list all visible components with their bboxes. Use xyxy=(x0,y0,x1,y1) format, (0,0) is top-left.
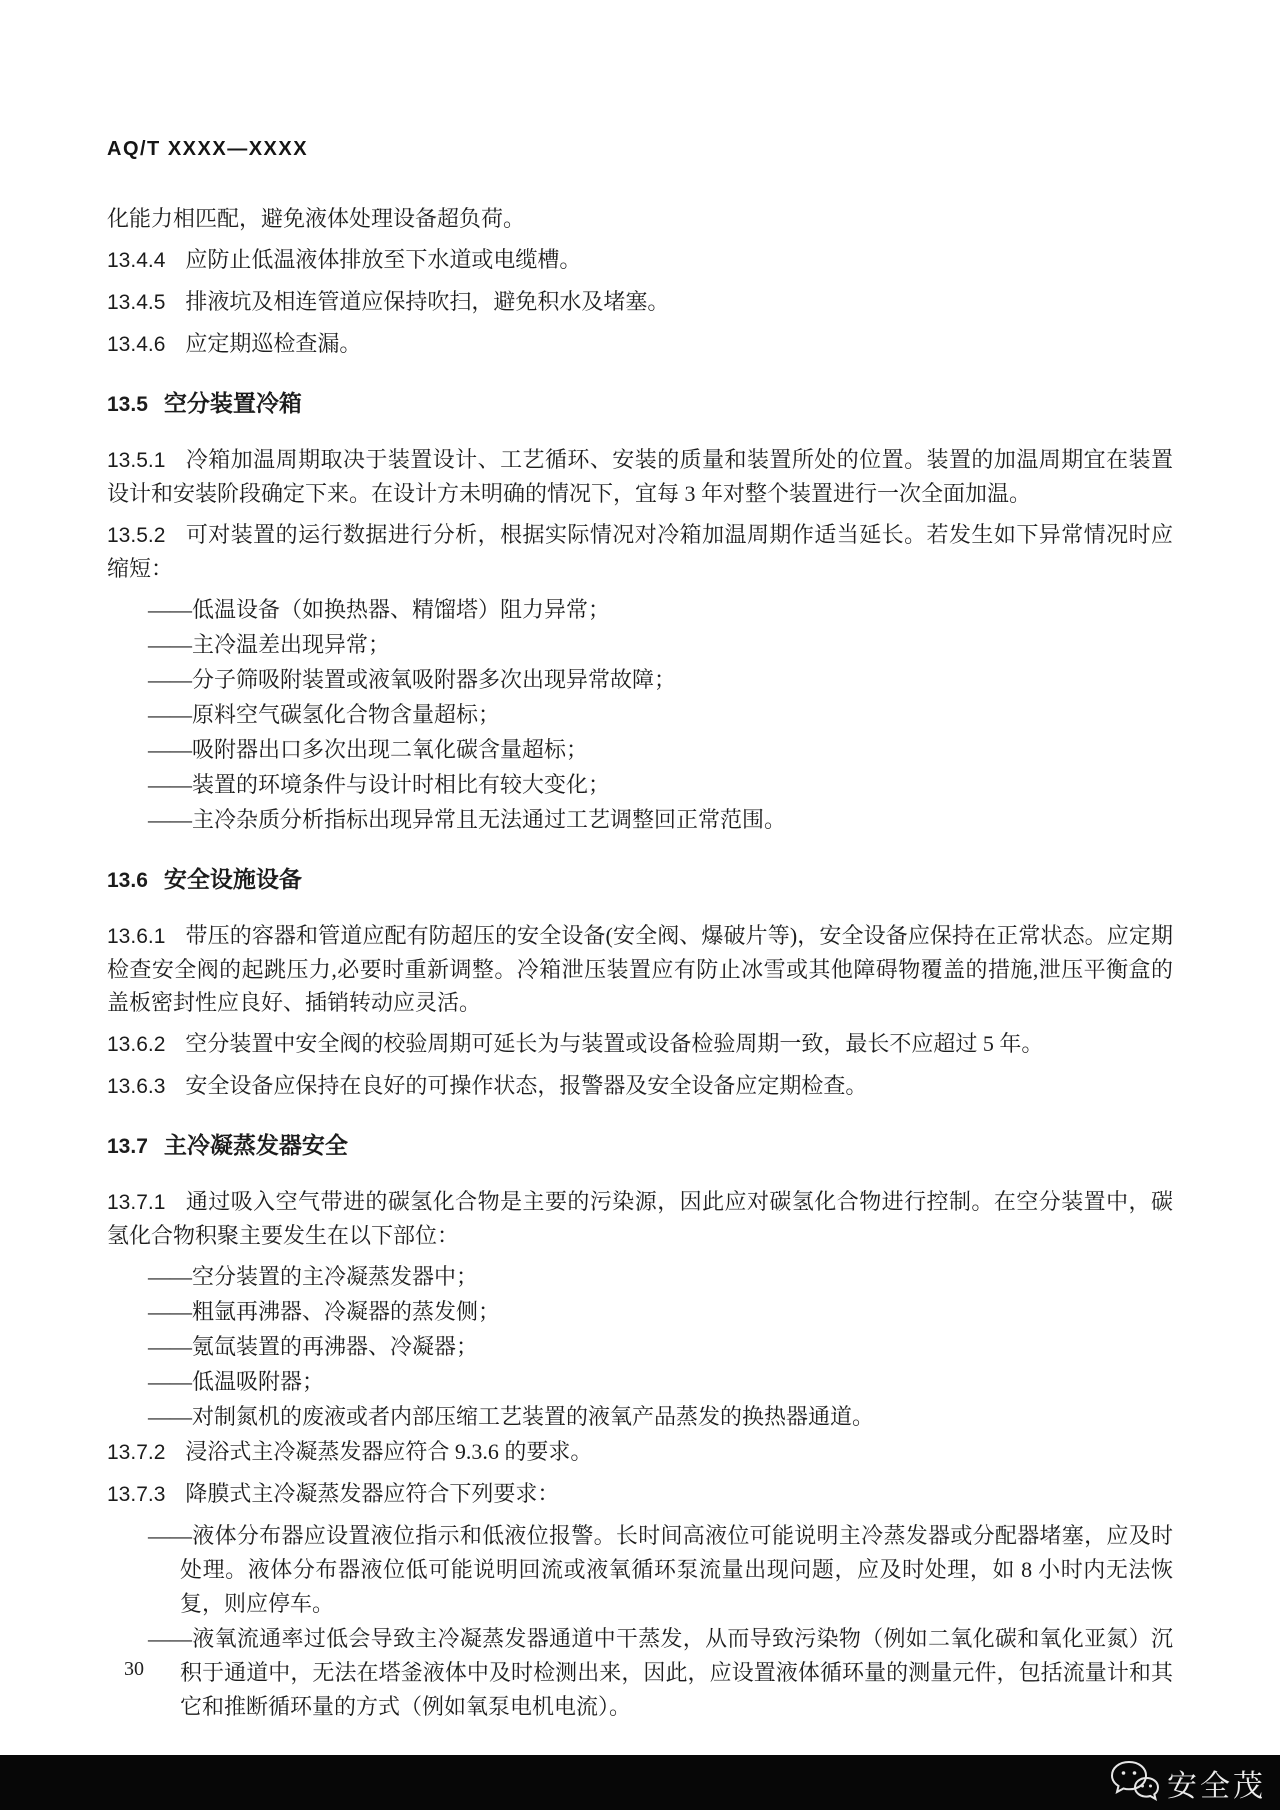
clause-number: 13.4.5 xyxy=(107,291,166,314)
clause-text: 应定期巡检查漏。 xyxy=(185,331,362,356)
clause-text: 可对装置的运行数据进行分析，根据实际情况对冷箱加温周期作适当延长。若发生如下异常情况时应缩短： xyxy=(107,522,1173,581)
dash-list-item xyxy=(107,1295,1173,1329)
clause-paragraph xyxy=(107,1477,1173,1511)
dash-list-item xyxy=(107,698,1173,732)
dash-list-item xyxy=(107,1260,1173,1294)
dash-list-item xyxy=(107,1365,1173,1399)
brand-logo xyxy=(1109,1759,1266,1806)
dash-list-item xyxy=(107,1622,1173,1724)
clause-text: 应防止低温液体排放至下水道或电缆槽。 xyxy=(185,247,582,272)
dash-list-item xyxy=(107,1519,1173,1621)
clause-text: 安全设施设备 xyxy=(163,866,302,892)
section-heading xyxy=(107,387,1173,421)
clause-text: ——主冷杂质分析指标出现异常且无法通过工艺调整回正常范围。 xyxy=(148,807,787,832)
doc-code: AQ/T XXXX—XXXX xyxy=(107,138,309,160)
clause-number: 13.7.1 xyxy=(107,1191,166,1214)
clause-number: 13.5.2 xyxy=(107,524,166,547)
clause-number: 13.5.1 xyxy=(107,449,166,472)
clause-text: ——低温吸附器； xyxy=(148,1369,325,1394)
dash-list-item xyxy=(107,803,1173,837)
clause-text: ——主冷温差出现异常； xyxy=(148,632,391,657)
clause-number: 13.6.2 xyxy=(107,1033,166,1056)
dash-list-item xyxy=(107,628,1173,662)
clause-text: 通过吸入空气带进的碳氢化合物是主要的污染源，因此应对碳氢化合物进行控制。在空分装置中，碳氢化合物积聚主要发生在以下部位： xyxy=(107,1189,1173,1248)
dash-list-item xyxy=(107,593,1173,627)
clause-paragraph xyxy=(107,919,1173,1019)
clause-paragraph xyxy=(107,243,1173,277)
clause-number: 13.5 xyxy=(107,393,148,416)
clause-number: 13.6 xyxy=(107,869,148,892)
dash-list-item xyxy=(107,663,1173,697)
clause-text: 排液坑及相连管道应保持吹扫，避免积水及堵塞。 xyxy=(185,289,670,314)
clause-paragraph xyxy=(107,285,1173,319)
clause-text: 浸浴式主冷凝蒸发器应符合 9.3.6 的要求。 xyxy=(185,1439,593,1464)
clause-text: ——分子筛吸附装置或液氧吸附器多次出现异常故障； xyxy=(148,667,677,692)
clause-text: 带压的容器和管道应配有防超压的安全设备(安全阀、爆破片等)，安全设备应保持在正常状态。应定期检查安全阀的起跳压力,必要时重新调整。冷箱泄压装置应有防止冰雪或其他障碍物覆盖的措施,泄压平衡盒的盖板密封性应良好、插销转动应灵活。 xyxy=(107,923,1173,1015)
clause-text: ——装置的环境条件与设计时相比有较大变化； xyxy=(148,772,611,797)
clause-text: ——粗氩再沸器、冷凝器的蒸发侧； xyxy=(148,1299,501,1324)
clause-text: ——原料空气碳氢化合物含量超标； xyxy=(148,702,501,727)
clause-number: 13.7 xyxy=(107,1135,148,1158)
section-heading xyxy=(107,863,1173,897)
clause-text: 降膜式主冷凝蒸发器应符合下列要求： xyxy=(185,1481,560,1506)
clause-text: ——对制氮机的废液或者内部压缩工艺装置的液氧产品蒸发的换热器通道。 xyxy=(148,1404,875,1429)
clause-text: 空分装置冷箱 xyxy=(163,390,302,416)
clause-paragraph xyxy=(107,1185,1173,1252)
document-body xyxy=(107,202,1173,1725)
clause-text: 安全设备应保持在良好的可操作状态，报警器及安全设备应定期检查。 xyxy=(185,1073,868,1098)
clause-paragraph xyxy=(107,1027,1173,1061)
clause-text: 化能力相匹配，避免液体处理设备超负荷。 xyxy=(107,206,526,231)
footer-bar xyxy=(0,1755,1280,1810)
clause-text: ——空分装置的主冷凝蒸发器中； xyxy=(148,1264,479,1289)
clause-number: 13.4.4 xyxy=(107,249,166,272)
clause-text: ——吸附器出口多次出现二氧化碳含量超标； xyxy=(148,737,589,762)
clause-number: 13.7.2 xyxy=(107,1441,166,1464)
clause-text: 主冷凝蒸发器安全 xyxy=(163,1132,348,1158)
dash-list-item xyxy=(107,733,1173,767)
wechat-icon xyxy=(1109,1759,1159,1806)
clause-paragraph xyxy=(107,1069,1173,1103)
dash-list-item xyxy=(107,1330,1173,1364)
clause-paragraph xyxy=(107,518,1173,585)
clause-number: 13.7.3 xyxy=(107,1483,166,1506)
dash-list-item xyxy=(107,1400,1173,1434)
clause-text: 空分装置中安全阀的校验周期可延长为与装置或设备检验周期一致，最长不应超过 5 年。 xyxy=(185,1031,1044,1056)
clause-paragraph xyxy=(107,327,1173,361)
clause-text: ——氪氙装置的再沸器、冷凝器； xyxy=(148,1334,479,1359)
clause-text: ——液体分布器应设置液位指示和低液位报警。长时间高液位可能说明主冷蒸发器或分配器堵塞，应及时处理。液体分布器液位低可能说明回流或液氧循环泵流量出现问题，应及时处理，如 8 小时内无法恢复，则应停车。 xyxy=(148,1523,1173,1616)
paragraph xyxy=(107,202,1173,235)
dash-list-item xyxy=(107,768,1173,802)
clause-paragraph xyxy=(107,1435,1173,1469)
brand-name: 安全茂 xyxy=(1167,1769,1266,1803)
clause-number: 13.4.6 xyxy=(107,333,166,356)
clause-number: 13.6.3 xyxy=(107,1075,166,1098)
clause-number: 13.6.1 xyxy=(107,925,166,948)
clause-text: ——低温设备（如换热器、精馏塔）阻力异常； xyxy=(148,597,611,622)
clause-paragraph xyxy=(107,443,1173,510)
clause-text: 冷箱加温周期取决于装置设计、工艺循环、安装的质量和装置所处的位置。装置的加温周期宜在装置设计和安装阶段确定下来。在设计方未明确的情况下，宜每 3 年对整个装置进行一次全面加温。 xyxy=(107,447,1173,506)
section-heading xyxy=(107,1129,1173,1163)
clause-text: ——液氧流通率过低会导致主冷凝蒸发器通道中干蒸发，从而导致污染物（例如二氧化碳和氧化亚氮）沉积于通道中，无法在塔釜液体中及时检测出来，因此，应设置液体循环量的测量元件，包括流量计和其它和推断循环量的方式（例如氧泵电机电流）。 xyxy=(148,1626,1173,1719)
page-number: 30 xyxy=(124,1658,144,1680)
